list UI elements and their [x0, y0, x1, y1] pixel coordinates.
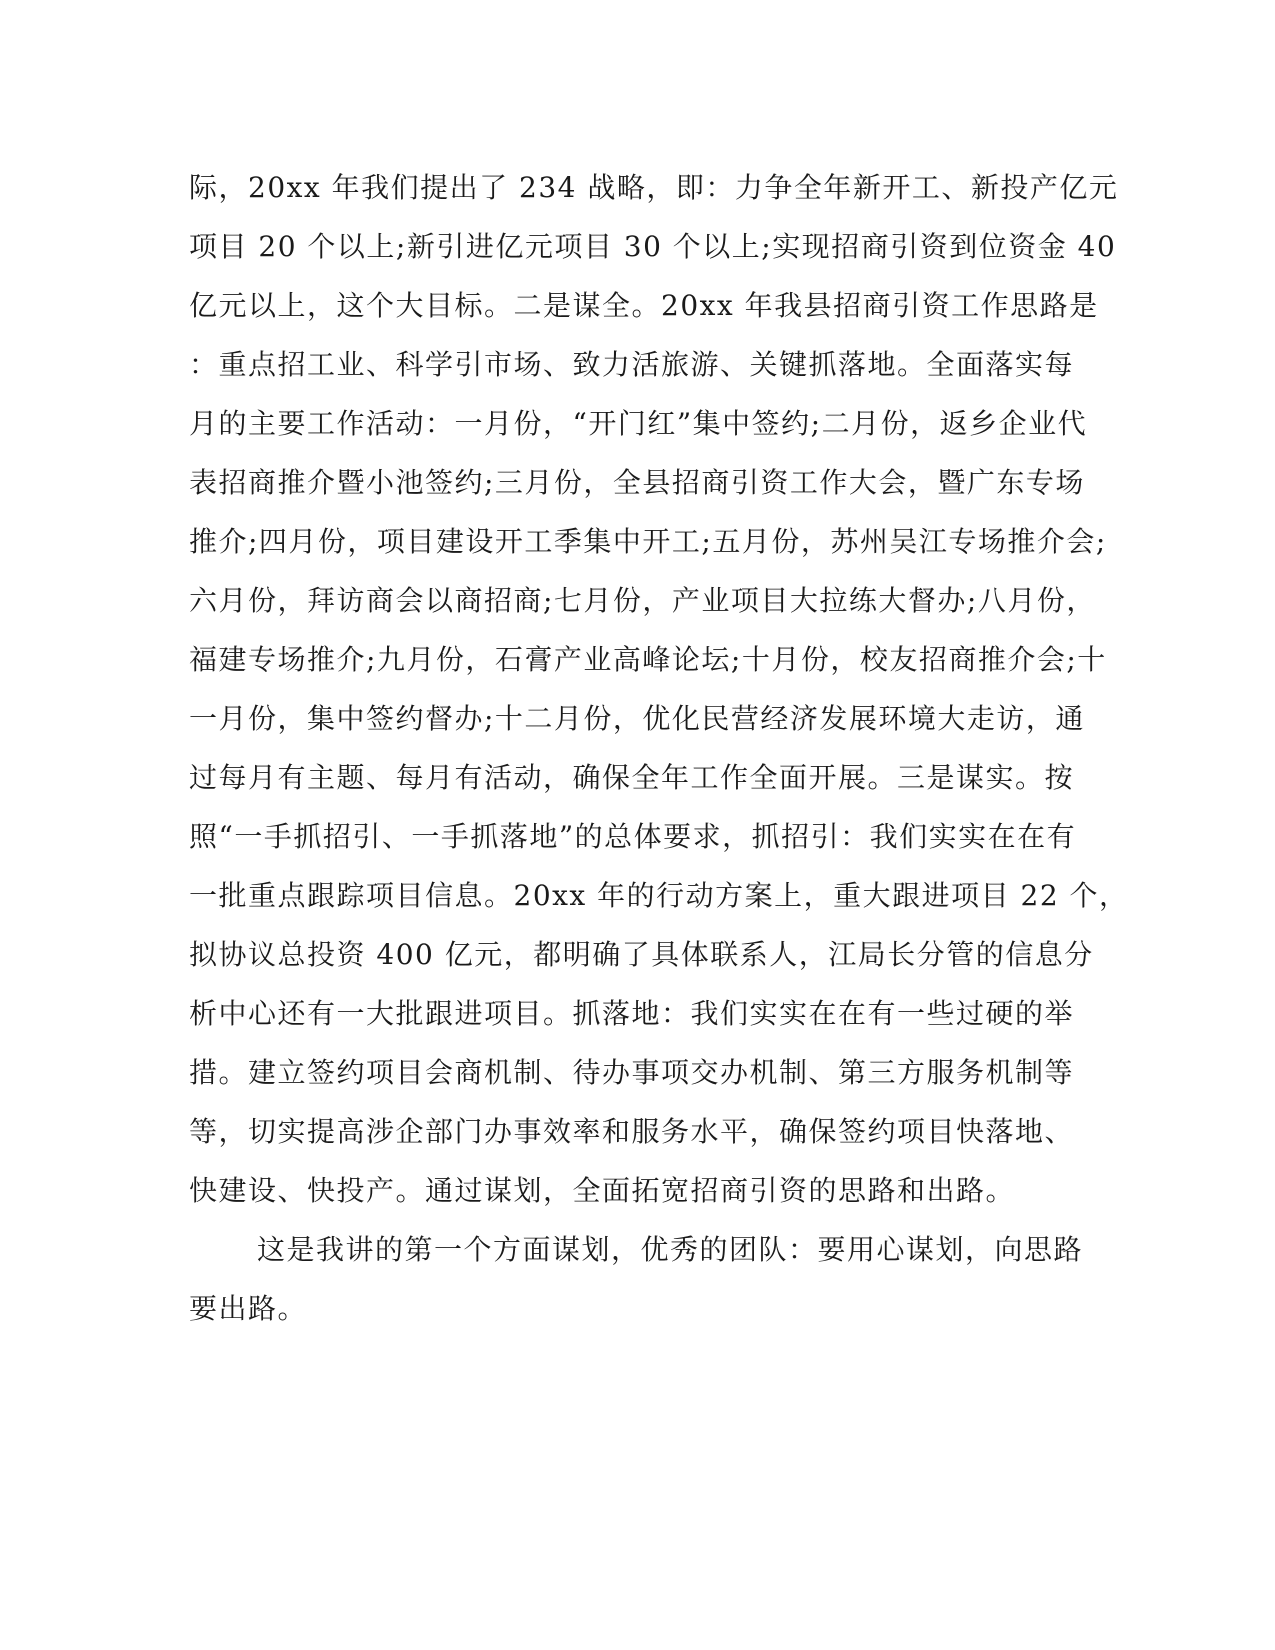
text-line: 项目 20 个以上;新引进亿元项目 30 个以上;实现招商引资到位资金 40 — [189, 230, 1117, 263]
text-line: 照“一手抓招引、一手抓落地”的总体要求，抓招引：我们实实在在有 — [189, 820, 1077, 853]
text-line: ：重点招工业、科学引市场、致力活旅游、关键抓落地。全面落实每 — [189, 348, 1075, 381]
text-line: 月的主要工作活动：一月份，“开门红”集中签约;二月份，返乡企业代 — [189, 407, 1088, 440]
text-line: 措。建立签约项目会商机制、待办事项交办机制、第三方服务机制等 — [189, 1056, 1075, 1089]
text-line: 六月份，拜访商会以商招商;七月份，产业项目大拉练大督办;八月份， — [189, 584, 1096, 617]
text-line: 福建专场推介;九月份，石膏产业高峰论坛;十月份，校友招商推介会;十 — [189, 643, 1107, 676]
body-text — [189, 158, 1129, 1338]
paragraph-first-line: 这是我讲的第一个方面谋划，优秀的团队：要用心谋划，向思路 — [257, 1233, 1084, 1266]
text-line: 析中心还有一大批跟进项目。抓落地：我们实实在在有一些过硬的举 — [189, 997, 1075, 1030]
text-line: 拟协议总投资 400 亿元，都明确了具体联系人，江局长分管的信息分 — [189, 938, 1094, 971]
text-line: 表招商推介暨小池签约;三月份，全县招商引资工作大会，暨广东专场 — [189, 466, 1085, 499]
text-line: 一批重点跟踪项目信息。20xx 年的行动方案上，重大跟进项目 22 个， — [189, 879, 1129, 912]
text-line: 过每月有主题、每月有活动，确保全年工作全面开展。三是谋实。按 — [189, 761, 1075, 794]
text-line: 际，20xx 年我们提出了 234 战略，即：力争全年新开工、新投产亿元 — [189, 171, 1119, 204]
text-line: 要出路。 — [189, 1292, 308, 1325]
text-line: 亿元以上，这个大目标。二是谋全。20xx 年我县招商引资工作思路是 — [189, 289, 1099, 322]
text-line: 推介;四月份，项目建设开工季集中开工;五月份，苏州吴江专场推介会; — [189, 525, 1107, 558]
text-line: 一月份，集中签约督办;十二月份，优化民营经济发展环境大走访，通 — [189, 702, 1085, 735]
text-line: 等，切实提高涉企部门办事效率和服务水平，确保签约项目快落地、 — [189, 1115, 1075, 1148]
text-line: 快建设、快投产。通过谋划，全面拓宽招商引资的思路和出路。 — [189, 1174, 1016, 1207]
